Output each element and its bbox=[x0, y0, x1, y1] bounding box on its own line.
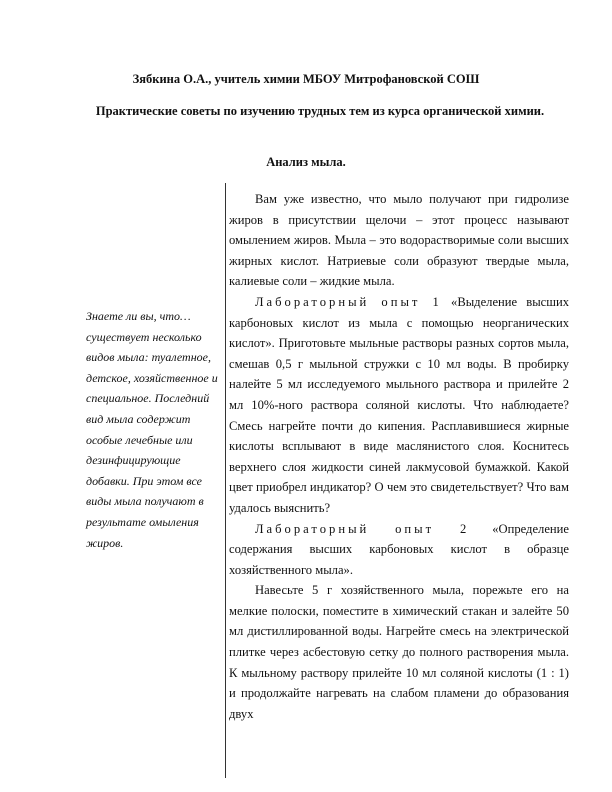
experiment-2-body: Навесьте 5 г хозяйственного мыла, порежьте его на мелкие полоски, поместите в химический стакан и залейте 50 мл дистиллированной воды. Нагрейте смесь на электрической плитке через асбестовую сетку до полного растворения мыла. К мыльному раствору прилейте 10 мл соляной кислоты (1 : 1) и продолжайте нагревать на слабом пламени до образования двух bbox=[229, 583, 569, 721]
experiment-1-label: Лабораторный опыт 1 bbox=[255, 294, 442, 309]
experiment-2-text: «Определение содержания высших карбоновых кислот в образце хозяйственного мыла». bbox=[229, 521, 569, 577]
experiment-1-paragraph bbox=[229, 292, 569, 519]
main-column bbox=[229, 189, 569, 724]
author-line: Зябкина О.А., учитель химии МБОУ Митрофановской СОШ bbox=[132, 72, 480, 86]
experiment-2-paragraph bbox=[229, 519, 569, 581]
experiment-1-text: «Выделение высших карбоновых кислот из мыла с помощью неорганических кислот». Приготовьте мыльные растворы разных сортов мыла, смешав 0,5 г мыльной стружки с 10 мл воды. В пробирку налейте 5 мл исследуемого мыльного раствора и прилейте 2 мл 10%-ного раствора соляной кислоты. Что наблюдаете? Смесь нагрейте почти до кипения. Расплавившиеся жирные кислоты всплывают в виде маслянистого слоя. Коснитесь верхнего слоя жидкости синей лакмусовой бумажкой. Какой цвет приобрел индикатор? О чем это свидетельствует? Что вам удалось выяснить? bbox=[229, 294, 569, 515]
intro-paragraph: Вам уже известно, что мыло получают при гидролизе жиров в присутствии щелочи – этот процесс называют омылением жиров. Мыла – это водорастворимые соли высших жирных кислот. Натриевые соли образуют твердые мыла, калиевые соли – жидкие мыла. bbox=[229, 192, 569, 289]
did-you-know-note: Знаете ли вы, что… существует несколько видов мыла: туалетное, детское, хозяйственное и специальное. Последний вид мыла содержит особые лечебные или дезинфицирующие добавки. При этом все виды мыла получают в результате омыления жиров. bbox=[86, 309, 218, 550]
experiment-2-label: Лабораторный опыт 2 bbox=[255, 521, 470, 536]
section-title: Анализ мыла. bbox=[266, 155, 346, 169]
document-title: Практические советы по изучению трудных тем из курса органической химии. bbox=[95, 104, 545, 118]
column-divider bbox=[225, 183, 226, 778]
